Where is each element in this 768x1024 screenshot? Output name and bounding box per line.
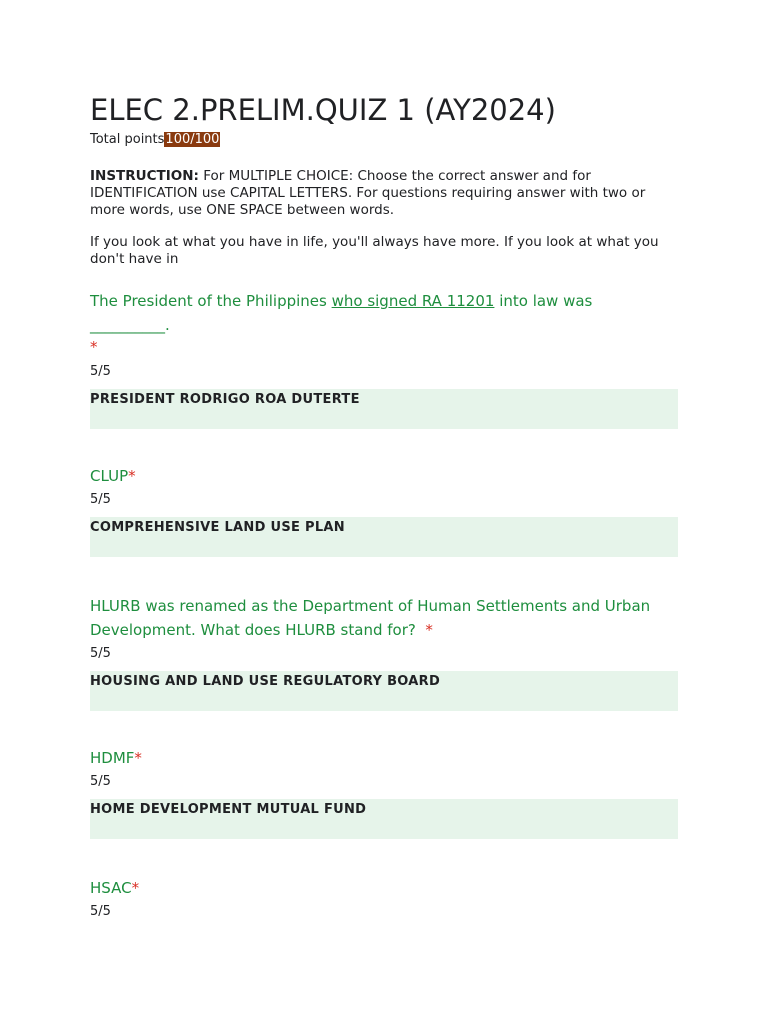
required-asterisk: * bbox=[90, 338, 98, 356]
answer-box: HOUSING AND LAND USE REGULATORY BOARD bbox=[90, 671, 678, 711]
question-score: 5/5 bbox=[90, 774, 111, 789]
required-asterisk: * bbox=[134, 749, 142, 767]
question-text bbox=[90, 746, 678, 770]
answer-box: COMPREHENSIVE LAND USE PLAN bbox=[90, 517, 678, 557]
quote-text: If you look at what you have in life, you'll always have more. If you look at what you don't have in bbox=[90, 234, 659, 267]
question-score: 5/5 bbox=[90, 364, 111, 379]
question-label: HLURB was renamed as the Department of Human Settlements and Urban Development. What does HLURB stand for? bbox=[90, 597, 651, 639]
total-points-badge: 100/100 bbox=[165, 132, 220, 147]
question-text bbox=[90, 464, 678, 488]
instruction-block bbox=[90, 168, 678, 219]
question-text bbox=[90, 289, 678, 337]
question-text bbox=[90, 876, 678, 900]
question-score: 5/5 bbox=[90, 646, 111, 661]
answer-box: HOME DEVELOPMENT MUTUAL FUND bbox=[90, 799, 678, 839]
question-item bbox=[90, 746, 678, 839]
total-points bbox=[90, 131, 220, 149]
question-text-underlined: who signed RA 11201 bbox=[331, 292, 495, 310]
question-blank: __________ bbox=[90, 316, 165, 334]
question-text-before: The President of the Philippines bbox=[90, 292, 332, 310]
question-text bbox=[90, 594, 678, 642]
required-asterisk: * bbox=[425, 621, 433, 639]
required-asterisk: * bbox=[131, 879, 140, 897]
answer-box: PRESIDENT RODRIGO ROA DUTERTE bbox=[90, 389, 678, 429]
question-score: 5/5 bbox=[90, 904, 111, 919]
question-item bbox=[90, 594, 678, 711]
question-item bbox=[90, 876, 678, 921]
question-item bbox=[90, 289, 678, 429]
question-blank-end: . bbox=[165, 316, 170, 334]
question-item bbox=[90, 464, 678, 557]
question-label: HDMF bbox=[90, 749, 135, 767]
page-title: ELEC 2.PRELIM.QUIZ 1 (AY2024) bbox=[90, 93, 556, 127]
question-text-after: into law was bbox=[494, 292, 593, 310]
instruction-label: INSTRUCTION: bbox=[90, 168, 199, 184]
required-asterisk: * bbox=[128, 467, 136, 485]
instruction-text: For MULTIPLE CHOICE: Choose the correct answer and for IDENTIFICATION use CAPITAL LETTERS. For questions requiring answer with two or more words, use ONE SPACE between words. bbox=[90, 168, 646, 218]
question-label: CLUP bbox=[90, 467, 129, 485]
total-points-label: Total points bbox=[90, 132, 165, 147]
question-label: HSAC bbox=[90, 879, 132, 897]
question-score: 5/5 bbox=[90, 492, 111, 507]
